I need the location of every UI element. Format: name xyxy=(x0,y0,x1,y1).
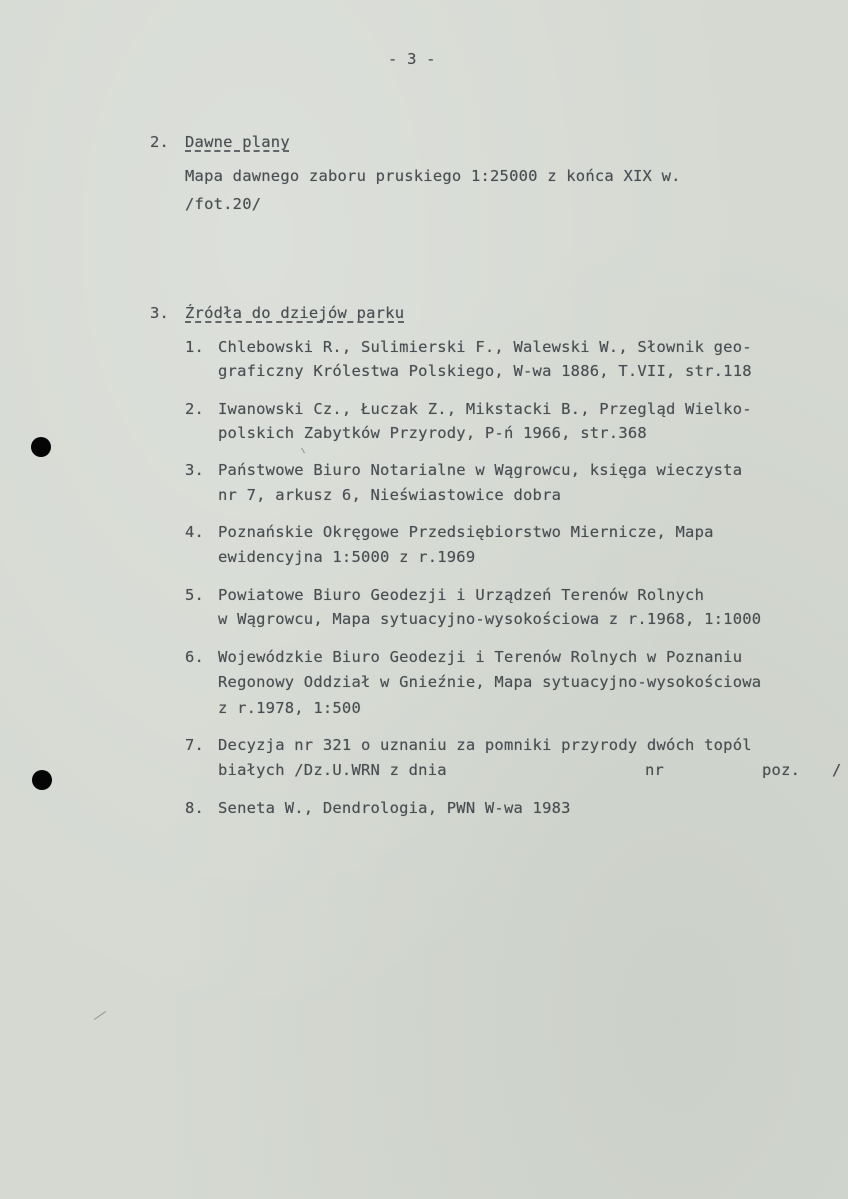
section-2-line-2: /fot.20/ xyxy=(185,195,262,213)
item-line: Regonowy Oddział w Gnieźnie, Mapa sytuacyjno-wysokościowa xyxy=(218,673,762,691)
section-3-number: 3. xyxy=(150,304,170,322)
item-number: 1. xyxy=(185,338,205,356)
item-line: Chlebowski R., Sulimierski F., Walewski W., Słownik geo- xyxy=(218,338,752,356)
punch-hole-upper xyxy=(31,437,51,457)
paper-fleck xyxy=(301,448,305,454)
paper-fleck xyxy=(94,1011,106,1020)
item-line: Państwowe Biuro Notarialne w Wągrowcu, księga wieczysta xyxy=(218,461,743,479)
item-line-part: nr xyxy=(645,761,665,779)
item-number: 4. xyxy=(185,523,205,541)
item-number: 2. xyxy=(185,400,205,418)
item-line: Wojewódzkie Biuro Geodezji i Terenów Rolnych w Poznaniu xyxy=(218,648,743,666)
item-number: 5. xyxy=(185,586,205,604)
item-line-part: / xyxy=(832,761,842,779)
item-line: Powiatowe Biuro Geodezji i Urządzeń Terenów Rolnych xyxy=(218,586,705,604)
item-line: z r.1978, 1:500 xyxy=(218,699,361,717)
item-line: Seneta W., Dendrologia, PWN W-wa 1983 xyxy=(218,799,571,817)
item-number: 6. xyxy=(185,648,205,666)
section-2-number: 2. xyxy=(150,133,170,151)
section-3-title: Źródła do dziejów parku xyxy=(185,304,405,322)
item-number: 3. xyxy=(185,461,205,479)
item-line: w Wągrowcu, Mapa sytuacyjno-wysokościowa z r.1968, 1:1000 xyxy=(218,610,762,628)
section-2-line-1: Mapa dawnego zaboru pruskiego 1:25000 z końca XIX w. xyxy=(185,167,681,185)
page-number: - 3 - xyxy=(388,50,436,68)
item-line: graficzny Królestwa Polskiego, W-wa 1886, T.VII, str.118 xyxy=(218,362,752,380)
item-line: Iwanowski Cz., Łuczak Z., Mikstacki B., Przegląd Wielko- xyxy=(218,400,752,418)
item-line: ewidencyjna 1:5000 z r.1969 xyxy=(218,548,476,566)
punch-hole-lower xyxy=(32,770,52,790)
item-line-part: poz. xyxy=(762,761,801,779)
item-line: nr 7, arkusz 6, Nieświastowice dobra xyxy=(218,486,562,504)
section-2-title: Dawne plany xyxy=(185,133,290,151)
item-line: Decyzja nr 321 o uznaniu za pomniki przyrody dwóch topól xyxy=(218,736,752,754)
item-number: 8. xyxy=(185,799,205,817)
item-number: 7. xyxy=(185,736,205,754)
item-line: Poznańskie Okręgowe Przedsiębiorstwo Miernicze, Mapa xyxy=(218,523,714,541)
item-line-part: białych /Dz.U.WRN z dnia xyxy=(218,761,447,779)
item-line: polskich Zabytków Przyrody, P-ń 1966, str.368 xyxy=(218,424,647,442)
